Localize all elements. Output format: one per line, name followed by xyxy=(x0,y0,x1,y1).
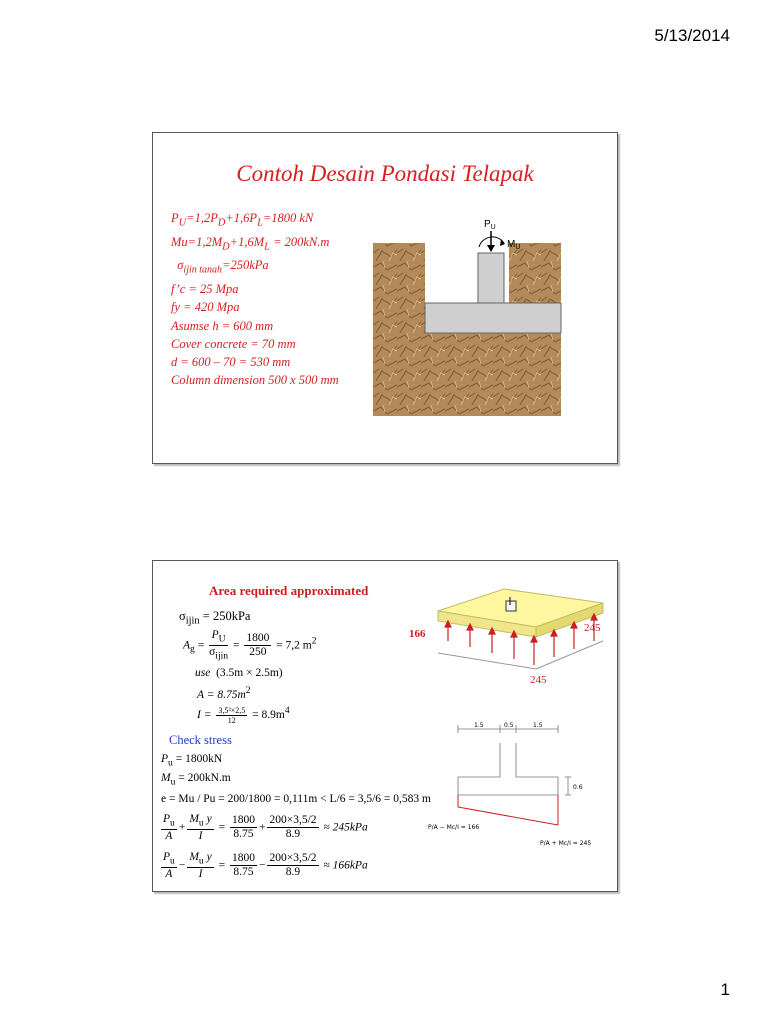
mu-line: $Mu=1,2M_D+1,6M_L = 200kN.m$ xyxy=(171,234,330,253)
sigma-ijin: $\sigma_{ijin} = 250kPa$ xyxy=(179,609,251,627)
footing-slab xyxy=(425,303,561,333)
pu-diagram-label: $P_U$ xyxy=(484,219,496,231)
slide-1-title: Contoh Desain Pondasi Telapak xyxy=(236,161,534,186)
inertia-line: I = $\frac{\text{3,5³×2,5}}{12}$ = $8.9m^4$ xyxy=(197,705,290,725)
sketch-dim-1: 1.5 xyxy=(474,722,484,729)
slide-1 xyxy=(152,132,618,464)
fc-line: f’c = 25 Mpa xyxy=(171,282,239,297)
section-sketch xyxy=(408,721,608,861)
check-stress-heading: Check stress xyxy=(169,733,232,747)
column-shape xyxy=(478,253,504,303)
slide-2-title: Area required approximated xyxy=(209,583,369,598)
column-line: Column dimension 500 x 500 mm xyxy=(171,373,339,388)
sigma-line: $\sigma_{ijin tanah}=250kPa$ xyxy=(177,258,269,276)
footing-diagram xyxy=(373,213,563,418)
plate-label-left: 166 xyxy=(409,628,426,640)
h-line: Asumse h = 600 mm xyxy=(171,318,274,333)
fy-line: fy = 420 Mpa xyxy=(171,300,240,315)
sketch-formula-right: P/A + Mc/I = 245 xyxy=(540,840,592,847)
stress-equation-max: $\frac{P_u}{A}$ + $\frac{M_u y}{I}$ = $\frac{1800}{8.75}$ + $\frac{200\times 3,5/2}{8.9}$ ≈ 245kPa xyxy=(163,813,368,843)
sketch-formula-left: P/A − Mc/I = 166 xyxy=(428,824,480,831)
plate-label-right: 245 xyxy=(584,622,601,634)
sketch-height-label: 0.6 xyxy=(573,784,583,791)
plate-stress-diagram xyxy=(408,575,613,685)
stress-equation-min: $\frac{P_u}{A}$ − $\frac{M_u y}{I}$ = $\frac{1800}{8.75}$ − $\frac{200\times 3,5/2}{8.9}$ ≈ 166kPa xyxy=(163,851,368,881)
plate-label-bottom: 245 xyxy=(530,674,547,685)
slide-2 xyxy=(152,560,618,892)
use-line: use (3.5m × 2.5m) xyxy=(195,667,283,679)
pu-line: $P_U=1,2P_D+1,6P_L=1800$ kN xyxy=(171,211,314,229)
pu-value: $P_u = 1800kN$ xyxy=(161,753,223,769)
ag-equation: $A_g$ = $\frac{P_U}{\sigma_{ijin}}$ = $\frac{1800}{250}$ = 7,2 $m^2$ xyxy=(183,629,317,662)
page-number: 1 xyxy=(720,980,730,999)
page-date: 5/13/2014 xyxy=(654,26,730,45)
sketch-dim-3: 1.5 xyxy=(533,722,543,729)
d-line: d = 600 – 70 = 530 mm xyxy=(171,354,291,369)
mu-value: $M_u = 200kN.m$ xyxy=(161,772,231,788)
cover-line: Cover concrete = 70 mm xyxy=(171,336,296,351)
sketch-dim-2: 0.5 xyxy=(504,722,514,729)
area-line: $A = 8.75m^2$ xyxy=(197,685,251,701)
design-parameters xyxy=(171,209,339,389)
mu-diagram-label: $M_U$ xyxy=(507,239,521,251)
eccentricity-line: e = Mu / Pu = 200/1800 = 0,111m < L/6 = 3,5/6 = 0,583 m xyxy=(161,793,431,805)
